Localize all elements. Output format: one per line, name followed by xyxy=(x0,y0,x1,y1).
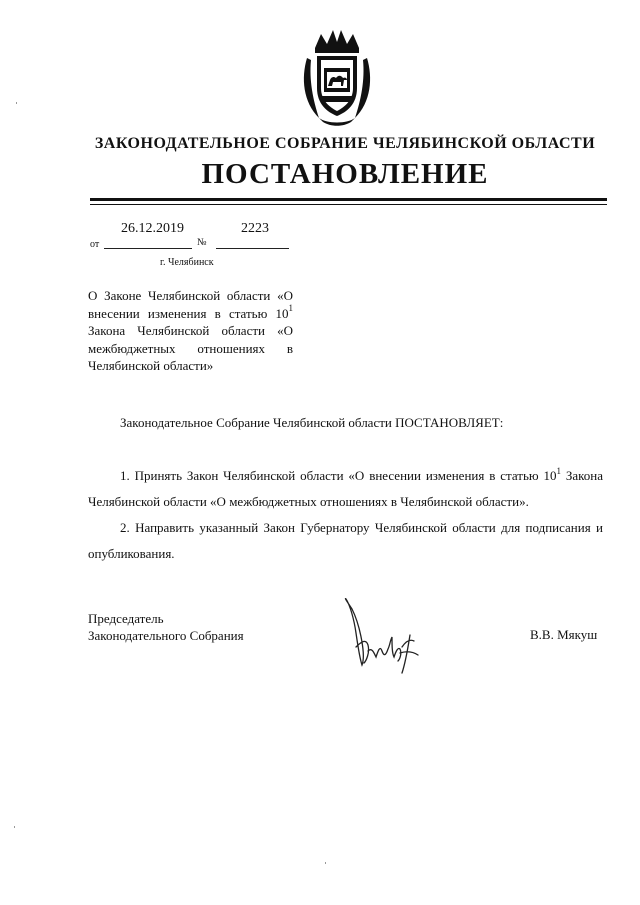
subject-text-start: О Законе Челябинской области «О внесении изменения в статью 10 xyxy=(88,288,293,321)
signatory-title xyxy=(88,610,244,644)
number-underline xyxy=(216,248,289,249)
scan-speck xyxy=(14,826,15,828)
item1-text-start: 1. Принять Закон Челябинской области «О внесении изменения в статью 10 xyxy=(120,468,557,483)
scan-speck xyxy=(16,102,17,104)
document-type-title: ПОСТАНОВЛЕНИЕ xyxy=(201,158,489,190)
document-date: 26.12.2019 xyxy=(121,221,184,236)
decree-item-2: 2. Направить указанный Закон Губернатору Челябинской области для подписания и опубликования. xyxy=(88,520,603,561)
subject-block xyxy=(88,287,293,375)
coat-of-arms-icon xyxy=(297,28,377,128)
scan-speck xyxy=(325,862,326,864)
header-rule-thin xyxy=(90,204,607,205)
city-label: г. Челябинск xyxy=(160,257,214,268)
date-underline xyxy=(104,248,192,249)
decree-item-1 xyxy=(88,463,603,515)
item1-text-end: Закона Челябинской области «О межбюджетных отношениях в Челябинской области». xyxy=(88,468,604,509)
organization-title: ЗАКОНОДАТЕЛЬНОЕ СОБРАНИЕ ЧЕЛЯБИНСКОЙ ОБЛАСТИ xyxy=(94,135,596,152)
document-number: 2223 xyxy=(241,221,269,236)
handwritten-signature-icon xyxy=(340,595,425,675)
decree-intro: Законодательное Собрание Челябинской области ПОСТАНОВЛЯЕТ: xyxy=(120,415,504,430)
subject-superscript: 1 xyxy=(288,303,293,314)
date-prefix: от xyxy=(90,239,100,250)
subject-text-end: Закона Челябинской области «О межбюджетных отношениях в Челябинской области» xyxy=(88,323,293,373)
signatory-name: В.В. Мякуш xyxy=(530,627,598,642)
signatory-title-line-1: Председатель xyxy=(88,611,164,626)
item1-superscript: 1 xyxy=(556,465,561,476)
header-rule-thick xyxy=(90,198,607,201)
signatory-title-line-2: Законодательного Собрания xyxy=(88,628,244,643)
number-prefix: № xyxy=(197,237,207,248)
